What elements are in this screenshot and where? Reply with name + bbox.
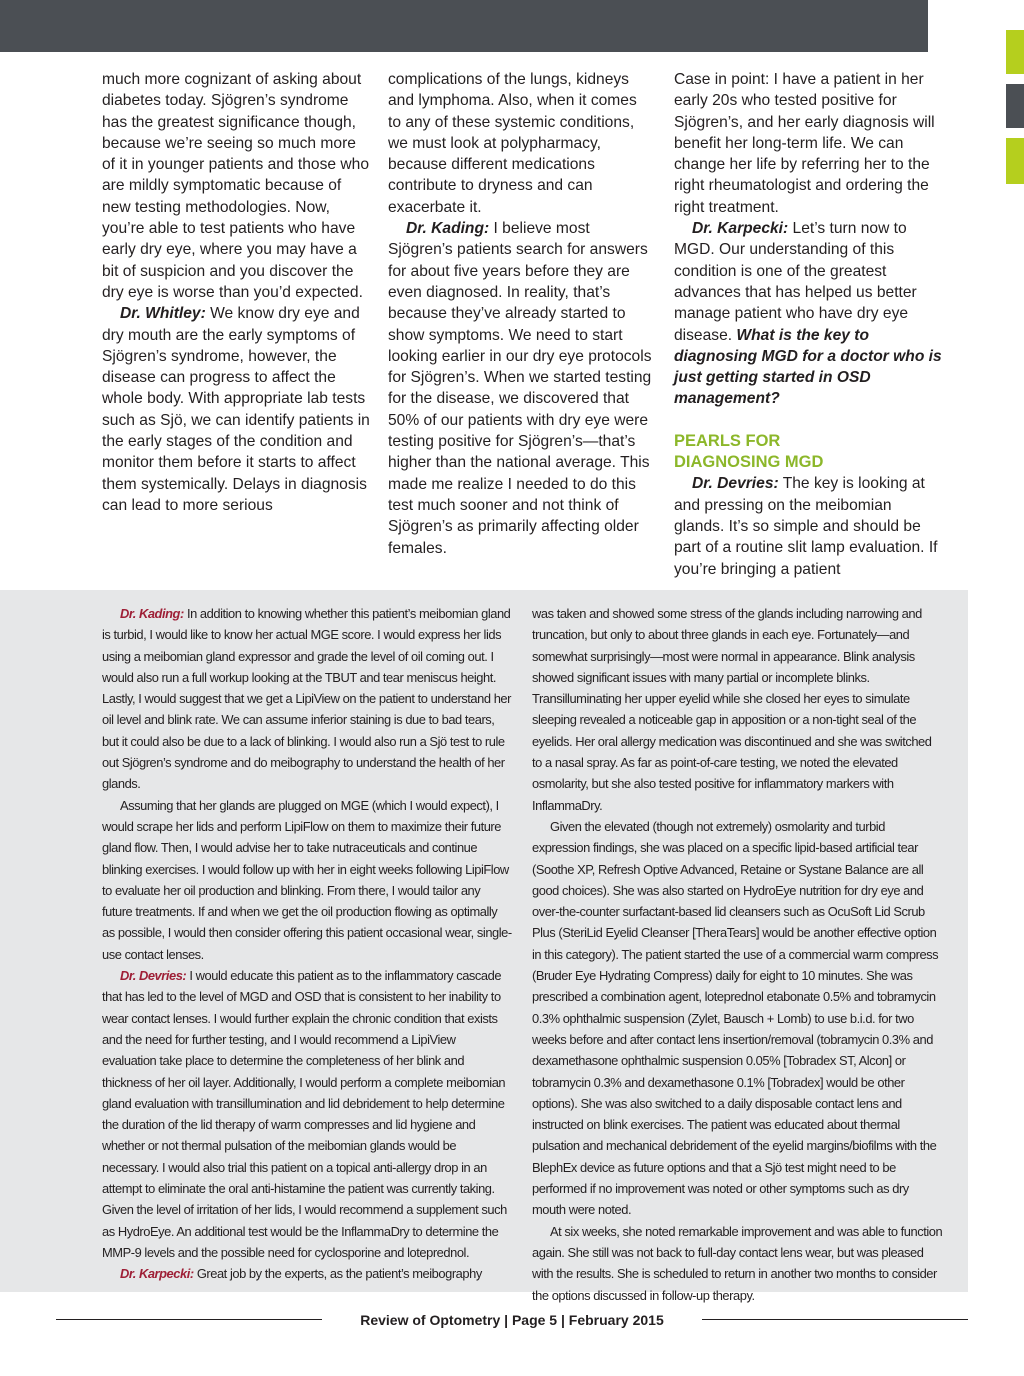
paragraph: much more cognizant of asking about diabetes today. Sjögren’s syndrome has the greatest significance though, because we’re seeing so much more of it in younger patients and those who are mildly symptomatic because of new testing methodologies. Now, you’re able to test patients who have early dry eye, where you may have a bit of suspicion and you discover the dry eye is worse than you’d expected.	[102, 71, 370, 301]
paragraph: Case in point: I have a patient in her early 20s who tested positive for Sjögren’s, and her early diagnosis will benefit her long-term life. We can change her life by referring her to the right rheumatologist and ordering the right treatment.	[674, 71, 935, 216]
paragraph: Given the elevated (though not extremely) osmolarity and turbid expression findings, she was placed on a specific lipid-based artificial tear (Soothe XP, Refresh Optive Advanced, Retaine or Systane Balance are all good choices). She was also started on HydroEye nutrition for dry eye and over-the-counter surfactant-based lid cleansers such as OcuSoft Lid Scrub Plus (SteriLid Eyelid Cleanser [TheraTears] would be another effective option in this category). The patient started the use of a commercial warm compress (Bruder Eye Hydrating Compress) daily for eight to 10 minutes. She was prescribed a combination agent, loteprednol etabonate 0.5% and tobramycin 0.3% ophthalmic suspension (Zylet, Bausch + Lomb) to use b.i.d. for two weeks before and after contact lens insertion/removal (tobramycin 0.3% and dexamethasone ophthalmic suspension 0.05% [Tobradex ST, Alcon] or tobramycin 0.3% and dexamethasone 0.1% [Tobradex] would be other options). She was also switched to a daily disposable contact lens and instructed on blink exercises. The patient was educated about thermal pulsation and mechanical debridement of the eyelid margins/biofilms with the BlephEx device as future options and that a Sjö test might need to be performed if no improvement was noted or other symptoms such as dry mouth were noted.	[532, 818, 939, 1218]
speaker-name: Dr. Kading:	[120, 606, 184, 621]
section-tab-gray	[1006, 84, 1024, 128]
footer-rule-right	[702, 1319, 968, 1320]
paragraph: Dr. Karpecki: Great job by the experts, as the patient’s meibography	[120, 1266, 482, 1282]
paragraph: Dr. Devries: The key is looking at and pressing on the meibomian glands. It’s so simple and should be part of a routine slit lamp evaluation. If you’re bringing a patient	[674, 475, 938, 578]
paragraph: Dr. Whitley: We know dry eye and dry mouth are the early symptoms of Sjögren’s syndrome, however, the disease can progress to affect the whole body. With appropriate lab tests such as Sjö, we can identify patients in the early stages of the condition and monitor them before it starts to affect them systemically. Delays in diagnosis can lead to more serious	[102, 305, 370, 514]
paragraph: Assuming that her glands are plugged on MGE (which I would expect), I would scrape her lids and perform LipiFlow on them to maximize their future gland flow. Then, I would advise her to take nutraceuticals and continue blinking exercises. I would follow up with her in eight weeks following LipiFlow to evaluate her oil production and blinking. From there, I would tailor any future treatments. If and when we get the oil production flowing as optimally as possible, I would then consider offering this patient occasional wear, single-use contact lenses.	[102, 797, 512, 962]
speaker-name: Dr. Whitley:	[120, 305, 206, 323]
speaker-name: Dr. Devries:	[692, 475, 779, 493]
article-column-3	[674, 69, 944, 580]
paragraph: complications of the lungs, kidneys and lymphoma. Also, when it comes to any of these systemic conditions, we must look at polypharmacy, because different medications contribute to dryness and can exacerbate it.	[388, 71, 637, 216]
paragraph: was taken and showed some stress of the glands including narrowing and truncation, but only to about three glands in each eye. Fortunately—and somewhat surprisingly—most were normal in appearance. Blink analysis showed significant issues with many partial or incomplete blinks. Transilluminating her upper eyelid while she closed her eyes to simulate sleeping revealed a noticeable gap in apposition or a non-tight seal of the eyelids. Her oral allergy medication was discontinued and she was switched to a nasal spray. As far as point-of-care testing, we noted the elevated osmolarity, but she also tested positive for inflammatory markers with InflammaDry.	[532, 606, 932, 813]
speaker-name: Dr. Devries:	[120, 968, 187, 984]
article-column-2	[388, 69, 654, 559]
paragraph: Dr. Kading: In addition to knowing whether this patient’s meibomian gland is turbid, I would like to know her actual MGE score. I would express her lids using a meibomian gland expressor and grade the level of oil coming out. I would also run a full workup looking at the TBUT and tear meniscus height. Lastly, I would suggest that we get a LipiView on the patient to understand her oil level and blink rate. We can assume inferior staining is due to bad tears, but it could also be due to a lack of blinking. I would also run a Sjö test to rule out Sjögren’s syndrome and do meibography to understand the health of her glands.	[102, 606, 511, 792]
paragraph: Dr. Karpecki: Let’s turn now to MGD. Our understanding of this condition is one of the greatest advances that has helped us better manage patient who have dry eye disease. What is the key to diagnosing MGD for a doctor who is just getting started in OSD management?	[674, 220, 942, 408]
paragraph: Dr. Kading: I believe most Sjögren’s patients search for answers for about five years before they are even diagnosed. In reality, that’s because they’ve already started to show symptoms. We need to start looking earlier in our dry eye protocols for Sjögren’s. When we started testing for the disease, we discovered that 50% of our patients with dry eye were testing positive for Sjögren’s—that’s higher than the national average. This made me realize I needed to do this test much sooner and not think of Sjögren’s as primarily affecting older females.	[388, 220, 652, 557]
footer-text: Review of Optometry | Page 5 | February 2015	[360, 1312, 664, 1328]
section-tab-green-1	[1006, 30, 1024, 74]
footer-rule-left	[56, 1319, 322, 1320]
paragraph: Dr. Devries: I would educate this patient as to the inflammatory cascade that has led to the level of MGD and OSD that is consistent to her inability to wear contact lenses. I would further explain the chronic condition that exists and the need for further testing, and I would recommend a LipiView evaluation take place to determine the completeness of her blink and thickness of her oil layer. Additionally, I would perform a complete meibomian gland evaluation with transillumination and lid debridement to help determine the duration of the lid therapy of warm compresses and lid hygiene and whether or not thermal pulsation of the meibomian glands would be necessary. I would also trial this patient on a topical anti-allergy drop in an attempt to eliminate the oral anti-histamine the patient was currently taking. Given the level of irritation of her lids, I would recommend a supplement such as HydroEye. An additional test would be the InflammaDry to determine the MMP-9 levels and the possible need for cyclosporine and loteprednol.	[102, 968, 507, 1260]
speaker-name: Dr. Karpecki:	[120, 1266, 194, 1282]
section-subhead: PEARLS FOR DIAGNOSING MGD	[674, 431, 824, 472]
sidebar-column-2	[532, 603, 944, 1306]
top-banner	[0, 0, 928, 52]
interview-question: What is the key to diagnosing MGD for a doctor who is just getting started in OSD management?	[674, 326, 942, 408]
sidebar-column-1	[102, 603, 512, 1285]
speaker-name: Dr. Kading:	[406, 220, 490, 238]
section-tab-green-2	[1006, 138, 1024, 184]
speaker-name: Dr. Karpecki:	[692, 220, 789, 238]
article-column-1	[102, 69, 370, 516]
paragraph: At six weeks, she noted remarkable improvement and was able to function again. She still was not back to full-day contact lens wear, but was pleased with the results. She is scheduled to return in another two months to consider the options discussed in follow-up therapy.	[532, 1223, 943, 1303]
